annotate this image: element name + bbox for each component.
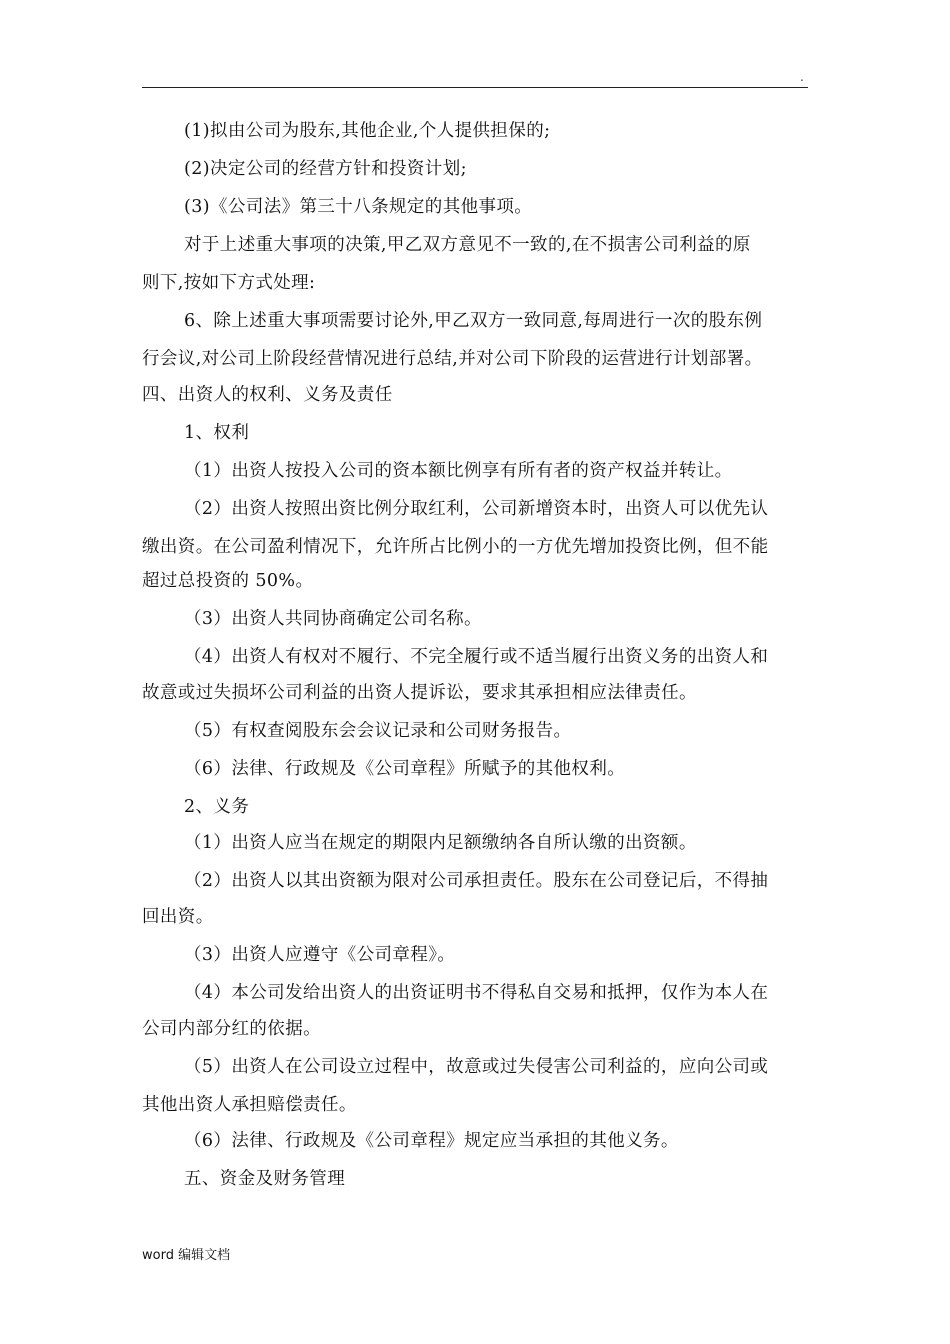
text-line: 6、除上述重大事项需要讨论外,甲乙双方一致同意,每周进行一次的股东例 xyxy=(184,311,763,331)
text-line: (3)《公司法》第三十八条规定的其他事项。 xyxy=(184,197,533,217)
header-rule xyxy=(142,87,808,88)
text-line: (1)拟由公司为股东,其他企业,个人提供担保的; xyxy=(184,121,551,141)
header-mark: . xyxy=(800,70,804,84)
text-line: （5）出资人在公司设立过程中，故意或过失侵害公司利益的，应向公司或 xyxy=(184,1057,769,1077)
text-line: 对于上述重大事项的决策,甲乙双方意见不一致的,在不损害公司利益的原 xyxy=(184,235,751,255)
text-line: （6）法律、行政规及《公司章程》规定应当承担的其他义务。 xyxy=(184,1131,679,1151)
section-heading: 四、出资人的权利、义务及责任 xyxy=(142,385,393,405)
text-line: 行会议,对公司上阶段经营情况进行总结,并对公司下阶段的运营进行计划部署。 xyxy=(142,349,763,369)
text-line: 其他出资人承担赔偿责任。 xyxy=(142,1095,357,1115)
footer-label: word 编辑文档 xyxy=(142,1248,231,1263)
text-line: 公司内部分红的依据。 xyxy=(142,1019,321,1039)
text-line: （6）法律、行政规及《公司章程》所赋予的其他权利。 xyxy=(184,759,626,779)
section-heading: 五、资金及财务管理 xyxy=(184,1169,346,1189)
subsection-heading: 1、权利 xyxy=(184,423,250,443)
text-line: （1）出资人应当在规定的期限内足额缴纳各自所认缴的出资额。 xyxy=(184,833,697,853)
text-line: （3）出资人共同协商确定公司名称。 xyxy=(184,609,482,629)
text-line: （2）出资人以其出资额为限对公司承担责任。股东在公司登记后，不得抽 xyxy=(184,871,769,891)
text-line: (2)决定公司的经营方针和投资计划; xyxy=(184,159,467,179)
text-line: 超过总投资的 50%。 xyxy=(142,571,314,591)
text-line: （4）本公司发给出资人的出资证明书不得私自交易和抵押，仅作为本人在 xyxy=(184,983,769,1003)
text-line: 故意或过失损坏公司利益的出资人提诉讼，要求其承担相应法律责任。 xyxy=(142,683,697,703)
text-line: （2）出资人按照出资比例分取红利，公司新增资本时，出资人可以优先认 xyxy=(184,499,769,519)
text-line: 缴出资。在公司盈利情况下，允许所占比例小的一方优先增加投资比例，但不能 xyxy=(142,537,769,557)
text-line: （1）出资人按投入公司的资本额比例享有所有者的资产权益并转让。 xyxy=(184,461,733,481)
text-line: （3）出资人应遵守《公司章程》。 xyxy=(184,945,456,965)
text-line: 回出资。 xyxy=(142,907,214,927)
text-line: （5）有权查阅股东会会议记录和公司财务报告。 xyxy=(184,721,572,741)
subsection-heading: 2、义务 xyxy=(184,797,250,817)
text-line: （4）出资人有权对不履行、不完全履行或不适当履行出资义务的出资人和 xyxy=(184,647,769,667)
text-line: 则下,按如下方式处理: xyxy=(142,273,316,293)
